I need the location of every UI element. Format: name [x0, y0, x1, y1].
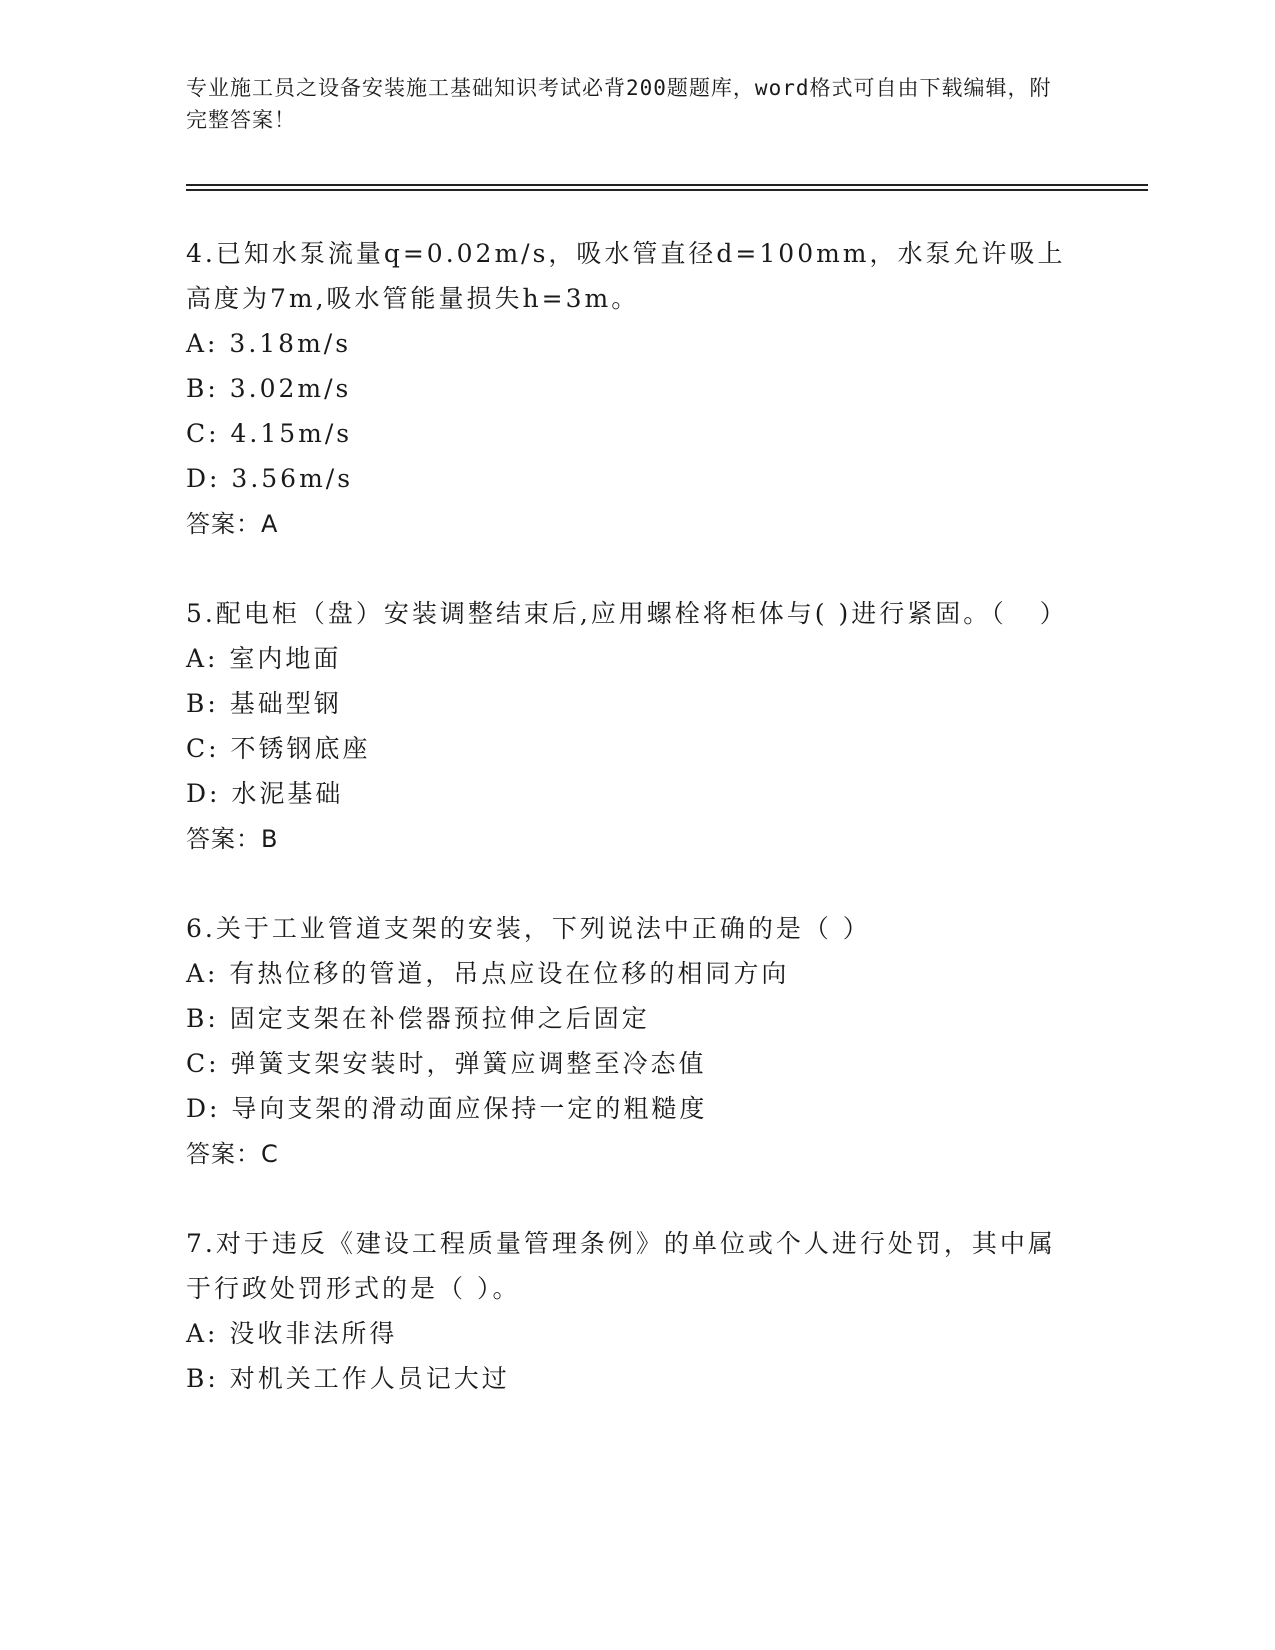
option-b: B: 固定支架在补偿器预拉伸之后固定 — [186, 1004, 650, 1033]
answer-line: 答案：B — [186, 825, 279, 853]
question-5 — [186, 591, 1146, 862]
option-a: A: 有热位移的管道，吊点应设在位移的相同方向 — [186, 959, 790, 988]
question-4 — [186, 231, 1146, 547]
question-stem: 6.关于工业管道支架的安装，下列说法中正确的是（ ） — [186, 914, 871, 943]
question-6 — [186, 906, 1146, 1177]
option-b: B: 基础型钢 — [186, 689, 342, 718]
option-b: B: 对机关工作人员记大过 — [186, 1364, 510, 1393]
option-d: D: 导向支架的滑动面应保持一定的粗糙度 — [186, 1094, 708, 1123]
option-a: A: 3.18m/s — [186, 329, 352, 358]
answer-line: 答案：A — [186, 510, 279, 538]
question-stem: 5.配电柜（盘）安装调整结束后,应用螺栓将柜体与( )进行紧固。（ ） — [186, 599, 1068, 628]
option-c: C: 4.15m/s — [186, 419, 353, 448]
header-double-rule — [186, 184, 1148, 191]
document-header: 专业施工员之设备安装施工基础知识考试必背200题题库，word格式可自由下载编辑，附完整答案！ — [186, 76, 1052, 132]
option-c: C: 弹簧支架安装时，弹簧应调整至冷态值 — [186, 1049, 707, 1078]
question-stem: 7.对于违反《建设工程质量管理条例》的单位或个人进行处罚，其中属于行政处罚形式的是（ ）。 — [186, 1229, 1056, 1303]
document-page — [186, 72, 1146, 1445]
answer-line: 答案：C — [186, 1140, 279, 1168]
option-b: B: 3.02m/s — [186, 374, 352, 403]
question-stem: 4.已知水泵流量q=0.02m/s，吸水管直径d=100mm，水泵允许吸上高度为7m,吸水管能量损失h=3m。 — [186, 239, 1066, 313]
option-a: A: 室内地面 — [186, 644, 342, 673]
option-c: C: 不锈钢底座 — [186, 734, 371, 763]
option-a: A: 没收非法所得 — [186, 1319, 398, 1348]
option-d: D: 水泥基础 — [186, 779, 344, 808]
question-list — [186, 231, 1146, 1401]
option-d: D: 3.56m/s — [186, 464, 354, 493]
question-7 — [186, 1221, 1146, 1401]
